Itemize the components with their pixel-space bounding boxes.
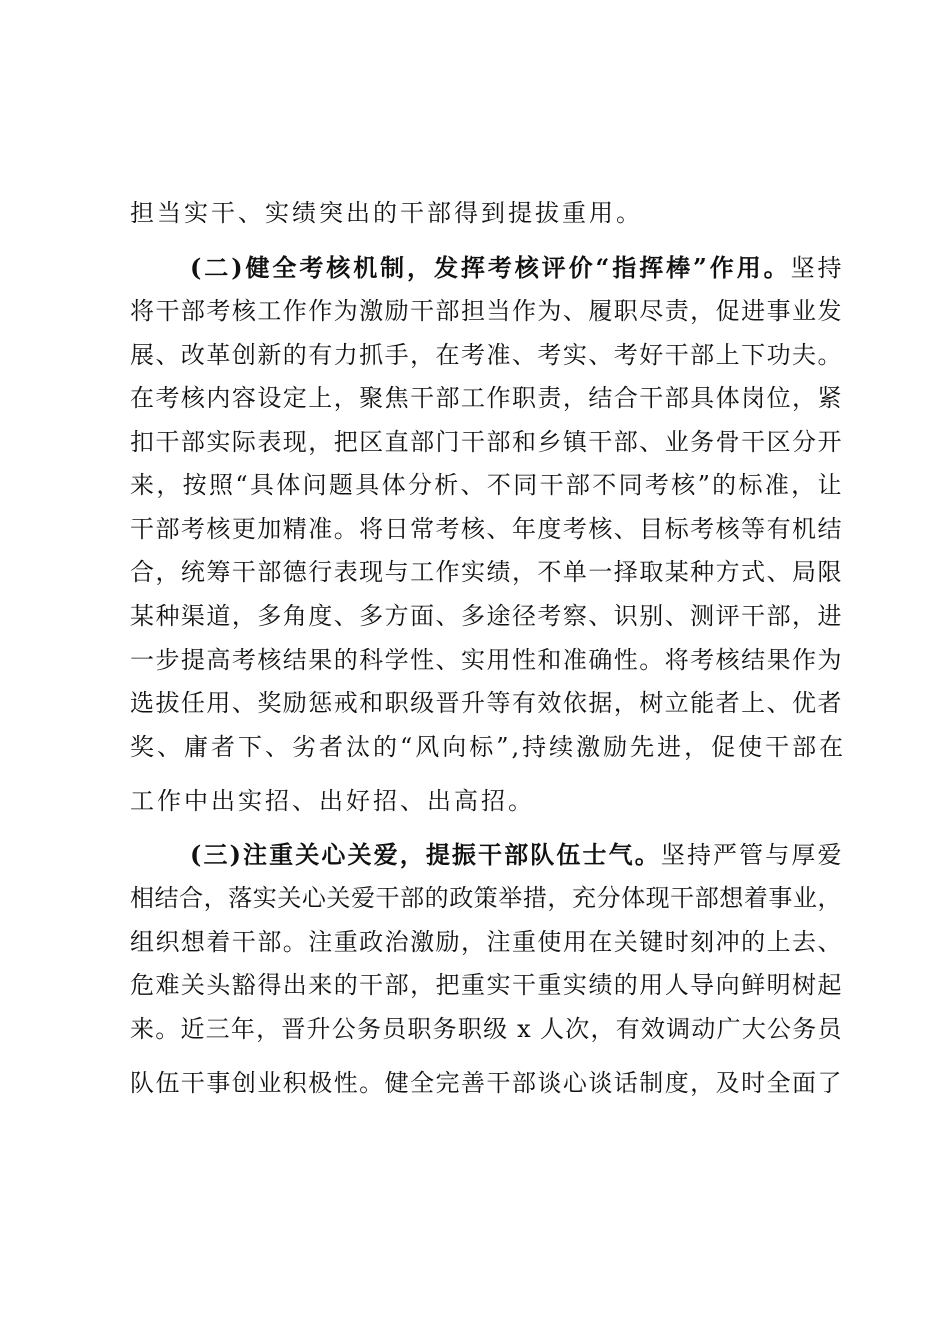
text-line: 来，按照“具体问题具体分析、不同干部不同考核”的标准，让 <box>130 471 842 499</box>
text-line: 在考核内容设定上，聚焦干部工作职责，结合干部具体岗位，紧 <box>130 384 842 412</box>
section-heading-line <box>190 253 842 283</box>
text-line: 相结合，落实关心关爱干部的政策举措，充分体现干部想着事业， <box>130 884 842 912</box>
text-line: 来。近三年，晋升公务员职务职级 x 人次，有效调动广大公务员 <box>130 1015 842 1043</box>
text-line: 奖、庸者下、劣者汰的“风向标”,持续激励先进，促使干部在 <box>130 733 847 761</box>
text-line: 选拔任用、奖励惩戒和职级晋升等有效依据，树立能者上、优者 <box>130 689 842 717</box>
text-line: 展、改革创新的有力抓手，在考准、考实、考好干部上下功夫。 <box>130 341 842 369</box>
text-span: 坚持严管与厚爱 <box>660 841 842 869</box>
text-line: 某种渠道，多角度、多方面、多途径考察、识别、测评干部，进 <box>130 602 842 630</box>
text-line: 合，统筹干部德行表现与工作实绩，不单一择取某种方式、局限 <box>130 558 842 586</box>
text-line: 危难关头豁得出来的干部，把重实干重实绩的用人导向鲜明树起 <box>130 971 842 999</box>
text-line: 扣干部实际表现，把区直部门干部和乡镇干部、业务骨干区分开 <box>130 428 842 456</box>
text-line: 工作中出实招、出好招、出高招。 <box>130 787 535 815</box>
section-heading: (三)注重关心关爱，提振干部队伍士气。 <box>190 840 661 869</box>
text-line: 担当实干、实绩突出的干部得到提拔重用。 <box>130 199 643 227</box>
text-line: 组织想着干部。注重政治激励，注重使用在关键时刻冲的上去、 <box>130 928 842 956</box>
section-heading-line <box>190 840 842 870</box>
text-span: 坚持 <box>790 254 843 282</box>
text-line: 一步提高考核结果的科学性、实用性和准确性。将考核结果作为 <box>130 646 842 674</box>
text-line: 干部考核更加精准。将日常考核、年度考核、目标考核等有机结 <box>130 515 842 543</box>
section-heading: (二)健全考核机制，发挥考核评价“指挥棒”作用。 <box>190 253 791 282</box>
text-line: 队伍干事创业积极性。健全完善干部谈心谈话制度，及时全面了 <box>130 1069 842 1097</box>
text-line: 将干部考核工作作为激励干部担当作为、履职尽责，促进事业发 <box>130 297 842 325</box>
